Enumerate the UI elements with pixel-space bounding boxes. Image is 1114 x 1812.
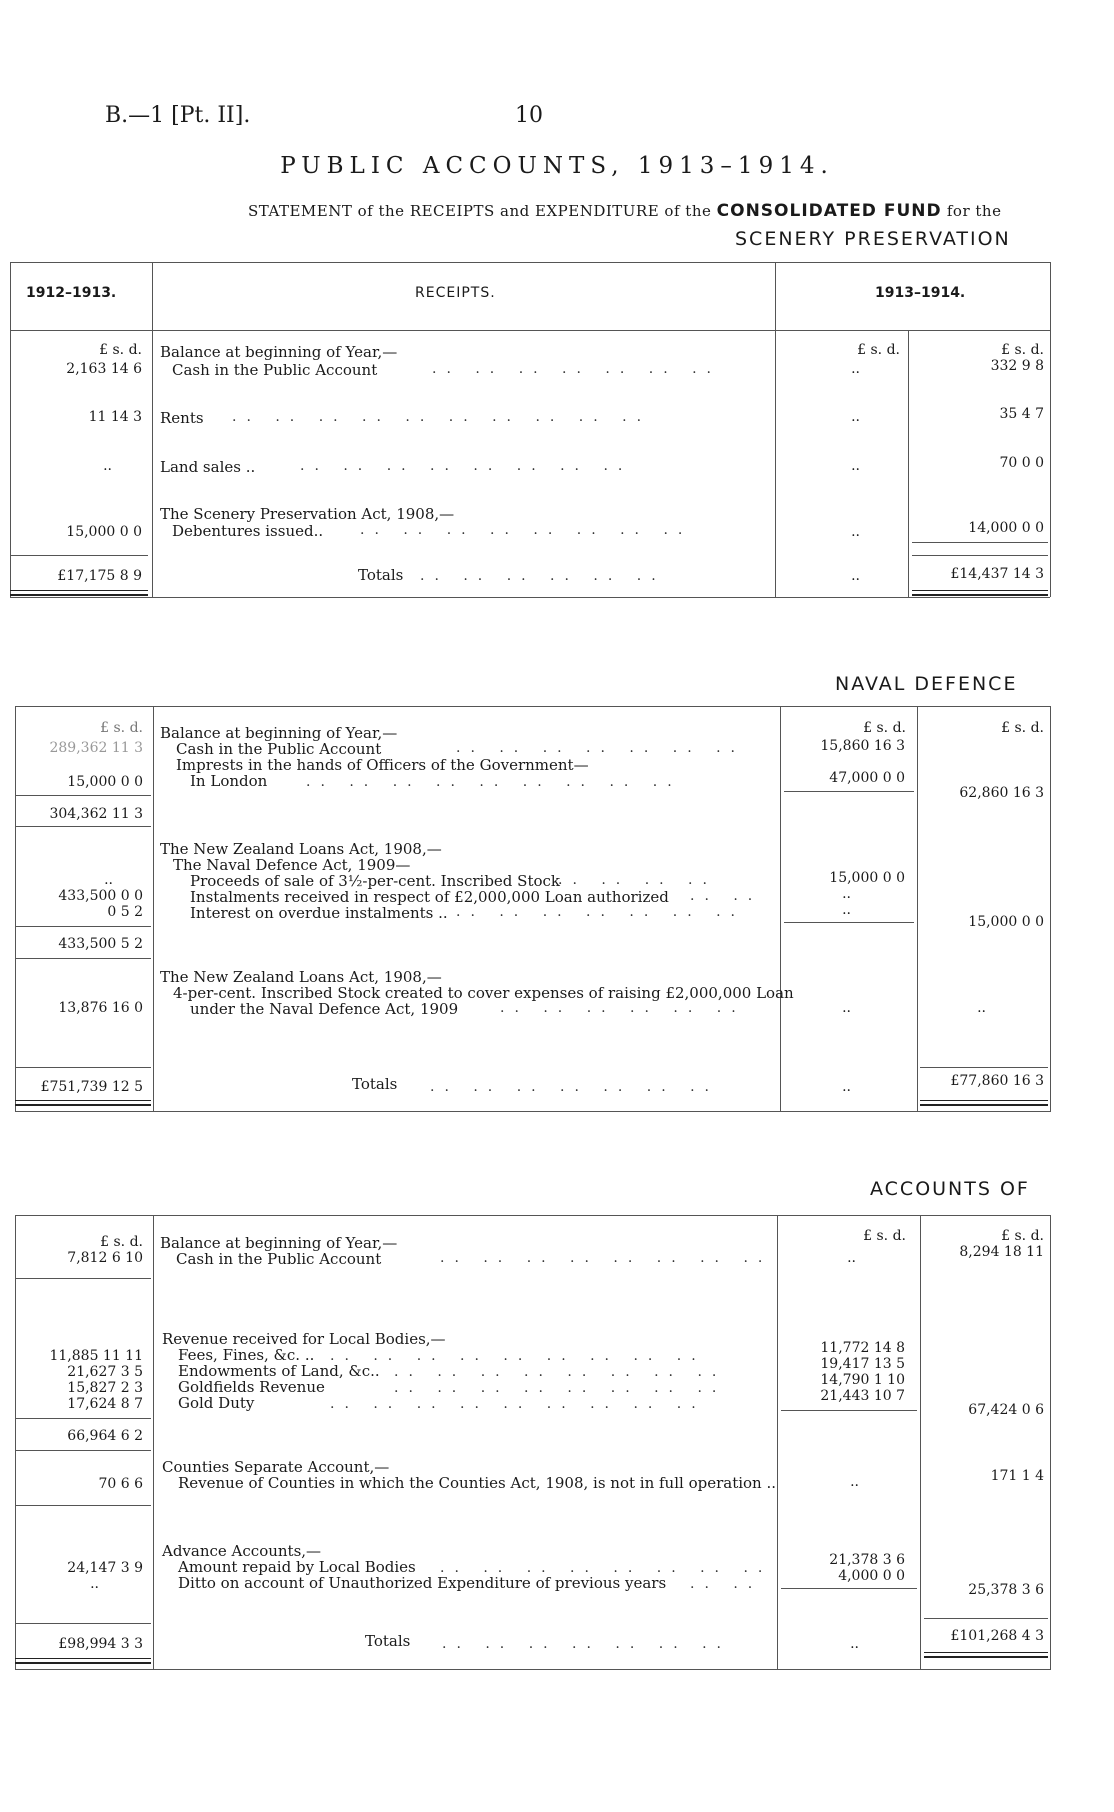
naval-item-label: Balance at beginning of Year,—	[160, 724, 398, 742]
naval-item-label: Cash in the Public Account	[176, 740, 382, 758]
scenery-inner-units: £ s. d.	[857, 342, 900, 358]
naval-prev-subtotal: 433,500 5 2	[58, 936, 143, 952]
naval-prev-subtotal: 304,362 11 3	[49, 806, 143, 822]
scenery-totals-inner: ..	[851, 568, 860, 584]
statement-prefix: STATEMENT of the RECEIPTS and EXPENDITURE of the	[248, 202, 712, 220]
scenery-row-total: 35 4 7	[999, 406, 1044, 422]
scenery-row-label: Rents	[160, 409, 204, 427]
naval-totals-label: Totals	[352, 1075, 398, 1093]
accounts-item-label: Ditto on account of Unauthorized Expenditure of previous years	[178, 1574, 667, 1592]
scenery-row-prev: ..	[103, 458, 112, 474]
naval-item-label: The New Zealand Loans Act, 1908,—	[160, 968, 442, 986]
naval-inner-value: 47,000 0 0	[829, 770, 905, 786]
accounts-inner-value: 4,000 0 0	[838, 1568, 905, 1584]
naval-prev-value: 289,362 11 3	[49, 740, 143, 756]
accounts-prev-value: 24,147 3 9	[67, 1560, 143, 1576]
accounts-total-value: 67,424 0 6	[968, 1402, 1044, 1418]
naval-inner-units: £ s. d.	[863, 720, 906, 736]
scenery-title: SCENERY PRESERVATION	[735, 228, 1011, 250]
scenery-row-total: 14,000 0 0	[968, 520, 1044, 536]
accounts-item-label: Endowments of Land, &c..	[178, 1362, 380, 1380]
naval-item-label: The New Zealand Loans Act, 1908,—	[160, 840, 442, 858]
scenery-row-label: Land sales ..	[160, 458, 256, 476]
naval-prev-value: 15,000 0 0	[67, 774, 143, 790]
accounts-totals-label: Totals	[365, 1632, 411, 1650]
accounts-prev-value: 7,812 6 10	[67, 1250, 143, 1266]
scenery-row-inner: ..	[851, 409, 860, 425]
accounts-item-label: Revenue of Counties in which the Counties Act, 1908, is not in full operation ..	[178, 1474, 777, 1492]
scenery-head-curr-year: 1913–1914.	[875, 285, 966, 301]
scenery-total-units: £ s. d.	[1001, 342, 1044, 358]
accounts-inner-value: 19,417 13 5	[820, 1356, 905, 1372]
accounts-prev-subtotal: 66,964 6 2	[67, 1428, 143, 1444]
naval-inner-value: ..	[842, 1000, 851, 1016]
accounts-item-label: Amount repaid by Local Bodies	[178, 1558, 416, 1576]
naval-title: NAVAL DEFENCE	[835, 673, 1018, 695]
naval-item-label: Imprests in the hands of Officers of the Government—	[176, 756, 589, 774]
fund-name: CONSOLIDATED FUND	[716, 201, 942, 221]
accounts-item-label: Revenue received for Local Bodies,—	[162, 1330, 446, 1348]
accounts-total-value: 8,294 18 11	[959, 1244, 1044, 1260]
accounts-title: ACCOUNTS OF	[870, 1178, 1030, 1200]
scenery-head-receipts: RECEIPTS.	[415, 285, 496, 301]
naval-prev-value: 433,500 0 0	[58, 888, 143, 904]
statement-heading	[248, 201, 1001, 221]
scenery-row-prev: 11 14 3	[88, 409, 142, 425]
accounts-prev-value: 70 6 6	[98, 1476, 143, 1492]
accounts-inner-value: ..	[847, 1250, 856, 1266]
page-reference: B.—1 [Pt. II].	[105, 103, 251, 128]
scenery-row-sublabel: Cash in the Public Account	[172, 361, 378, 379]
scenery-row-sublabel: Debentures issued..	[172, 522, 324, 540]
scenery-row-prev: 15,000 0 0	[66, 524, 142, 540]
naval-item-label: under the Naval Defence Act, 1909	[190, 1000, 459, 1018]
accounts-inner-value: 14,790 1 10	[820, 1372, 905, 1388]
naval-prev-value: ..	[104, 872, 113, 888]
accounts-inner-value: 21,378 3 6	[829, 1552, 905, 1568]
scenery-row-total: 332 9 8	[990, 358, 1044, 374]
naval-totals-prev: £751,739 12 5	[40, 1079, 143, 1095]
scenery-totals-label: Totals	[358, 566, 404, 584]
naval-item-label: 4-per-cent. Inscribed Stock created to cover expenses of raising £2,000,000 Loan	[173, 984, 794, 1002]
accounts-inner-value: ..	[850, 1474, 859, 1490]
naval-total-value: ..	[977, 1000, 986, 1016]
scenery-row-label: Balance at beginning of Year,—	[160, 343, 398, 361]
naval-item-label: In London	[190, 772, 268, 790]
accounts-prev-value: 17,624 8 7	[67, 1396, 143, 1412]
accounts-inner-units: £ s. d.	[863, 1228, 906, 1244]
accounts-total-value: 171 1 4	[990, 1468, 1044, 1484]
accounts-item-label: Counties Separate Account,—	[162, 1458, 390, 1476]
naval-inner-value: 15,860 16 3	[820, 738, 905, 754]
scenery-row-prev: 2,163 14 6	[66, 361, 142, 377]
naval-prev-value: 13,876 16 0	[58, 1000, 143, 1016]
naval-item-label: Instalments received in respect of £2,000,000 Loan authorized	[190, 888, 669, 906]
accounts-totals-inner: ..	[850, 1636, 859, 1652]
naval-item-label: Interest on overdue instalments ..	[190, 904, 448, 922]
accounts-item-label: Balance at beginning of Year,—	[160, 1234, 398, 1252]
naval-total-value: 15,000 0 0	[968, 914, 1044, 930]
accounts-prev-units: £ s. d.	[100, 1234, 143, 1250]
scenery-totals-prev: £17,175 8 9	[57, 568, 142, 584]
page-number: 10	[515, 103, 543, 128]
accounts-inner-value: 21,443 10 7	[820, 1388, 905, 1404]
naval-totals-curr: £77,860 16 3	[950, 1073, 1044, 1089]
accounts-total-units: £ s. d.	[1001, 1228, 1044, 1244]
naval-prev-units: £ s. d.	[100, 720, 143, 736]
accounts-item-label: Goldfields Revenue	[178, 1378, 325, 1396]
accounts-item-label: Gold Duty	[178, 1394, 255, 1412]
scenery-prev-units: £ s. d.	[99, 342, 142, 358]
scenery-head-prev-year: 1912–1913.	[26, 285, 117, 301]
accounts-prev-value: 11,885 11 11	[49, 1348, 143, 1364]
scenery-totals-curr: £14,437 14 3	[950, 566, 1044, 582]
statement-suffix: for the	[946, 202, 1002, 220]
naval-totals-inner: ..	[842, 1079, 851, 1095]
naval-total-units: £ s. d.	[1001, 720, 1044, 736]
accounts-total-value: 25,378 3 6	[968, 1582, 1044, 1598]
accounts-item-label: Advance Accounts,—	[162, 1542, 322, 1560]
page-title: PUBLIC ACCOUNTS, 1913–1914.	[280, 153, 834, 179]
accounts-item-label: Cash in the Public Account	[176, 1250, 382, 1268]
scenery-row-label: The Scenery Preservation Act, 1908,—	[160, 505, 455, 523]
accounts-totals-curr: £101,268 4 3	[950, 1628, 1044, 1644]
naval-inner-value: ..	[842, 902, 851, 918]
accounts-prev-value: 21,627 3 5	[67, 1364, 143, 1380]
accounts-prev-value: ..	[90, 1576, 99, 1592]
accounts-totals-prev: £98,994 3 3	[58, 1636, 143, 1652]
naval-item-label: Proceeds of sale of 3½-per-cent. Inscribed Stock	[190, 872, 560, 890]
naval-item-label: The Naval Defence Act, 1909—	[173, 856, 411, 874]
scenery-row-inner: ..	[851, 361, 860, 377]
naval-inner-value: ..	[842, 886, 851, 902]
scenery-row-inner: ..	[851, 524, 860, 540]
naval-total-value: 62,860 16 3	[959, 785, 1044, 801]
scenery-row-inner: ..	[851, 458, 860, 474]
scenery-row-total: 70 0 0	[999, 455, 1044, 471]
accounts-inner-value: 11,772 14 8	[820, 1340, 905, 1356]
naval-prev-value: 0 5 2	[107, 904, 143, 920]
naval-inner-value: 15,000 0 0	[829, 870, 905, 886]
accounts-item-label: Fees, Fines, &c. ..	[178, 1346, 315, 1364]
accounts-prev-value: 15,827 2 3	[67, 1380, 143, 1396]
